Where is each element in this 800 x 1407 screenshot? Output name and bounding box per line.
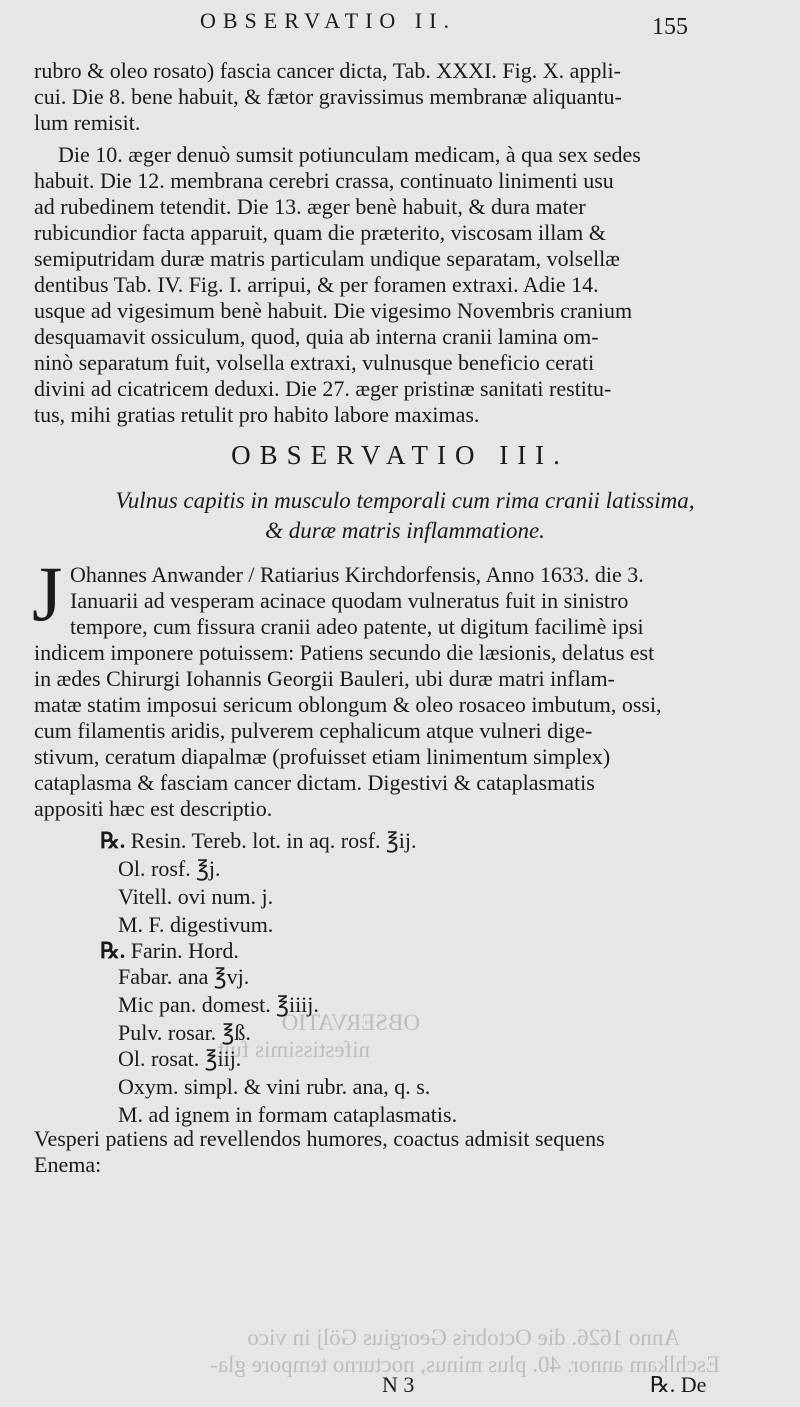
recipe-line — [118, 1020, 251, 1046]
recipe-text: Ol. rosf. ℥j. — [118, 856, 221, 881]
recipe-text: M. F. digestivum. — [118, 912, 274, 937]
drop-cap: J — [32, 550, 63, 637]
recipe-text: Pulv. rosar. ℥ß. — [118, 1020, 251, 1045]
recipe-text: M. ad ignem in formam cataplasmatis. — [118, 1102, 458, 1127]
text-line: lum remisit. — [34, 110, 141, 135]
text-line: indicem imponere potuissem: Patiens secundo die læsionis, delatus est — [34, 640, 655, 665]
text-line: usque ad vigesimum benè habuit. Die vigesimo Novembris cranium — [34, 298, 633, 323]
bleed-through-line: Eschlkam annor. 40. plus minus, nocturno tempore gla- — [210, 1352, 720, 1377]
recipe-text: Ol. rosat. ℥iij. — [118, 1046, 242, 1071]
catchword: ℞. De — [650, 1372, 707, 1397]
text-line: Ianuarii ad vesperam acinace quodam vulneratus fuit in sinistro — [70, 588, 629, 613]
bleed-through-line: Anno 1626. die Octobris Georgius Gölj in vico — [247, 1325, 680, 1350]
recipe-line — [118, 856, 221, 882]
bleed-through-line: OBSERVATIO — [281, 1010, 420, 1035]
text-line: semiputridam duræ matris particulam undique separatam, volsellæ — [34, 246, 620, 271]
text-line: appositi hæc est descriptio. — [34, 796, 273, 821]
text-line: stivum, ceratum diapalmæ (profuisset etiam linimentum simplex) — [34, 744, 611, 769]
recipe-text: Oxym. simpl. & vini rubr. ana, q. s. — [118, 1074, 431, 1099]
recipe-text: Mic pan. domest. ℥iiij. — [118, 992, 319, 1017]
text-line: Vesperi patiens ad revellendos humores, coactus admisit sequens — [34, 1126, 605, 1151]
page-number: 155 — [652, 14, 688, 40]
text-line: rubro & oleo rosato) fascia cancer dicta, Tab. XXXI. Fig. X. appli- — [34, 58, 621, 83]
recipe-line — [118, 884, 273, 910]
text-line: divini ad cicatricem deduxi. Die 27. æger pristinæ sanitati restitu- — [34, 376, 612, 401]
text-line: desquamavit ossiculum, quod, quia ab interna cranii lamina om- — [34, 324, 599, 349]
recipe-text: Farin. Hord. — [130, 938, 239, 963]
recipe-text: Fabar. ana ℥vj. — [118, 964, 250, 989]
recipe-line — [118, 912, 273, 938]
text-line: matæ statim imposui sericum oblongum & oleo rosaceo imbutum, ossi, — [34, 692, 662, 717]
recipe-line — [118, 1046, 241, 1072]
recipe-symbol: ℞. — [100, 938, 126, 963]
running-head: OBSERVATIO II. — [200, 8, 456, 33]
text-line: tus, mihi gratias retulit pro habito labore maximas. — [34, 402, 480, 427]
text-line: Die 10. æger denuò sumsit potiunculam medicam, à qua sex sedes — [58, 142, 641, 167]
text-line: Ohannes Anwander / Ratiarius Kirchdorfensis, Anno 1633. die 3. — [70, 562, 644, 587]
recipe-line — [118, 1074, 430, 1100]
section-subtitle: Vulnus capitis in musculo temporali cum rima cranii latissima, — [115, 488, 695, 513]
recipe-line — [118, 992, 319, 1018]
recipe-line — [118, 1102, 457, 1128]
recipe-line — [100, 938, 239, 964]
text-line: cum filamentis aridis, pulverem cephalicum atque vulneri dige- — [34, 718, 593, 743]
text-line: ninò separatum fuit, volsella extraxi, vulnusque beneficio cerati — [34, 350, 595, 375]
text-line: tempore, cum fissura cranii adeo patente, ut digitum facilimè ipsi — [70, 614, 644, 639]
text-line: cui. Die 8. bene habuit, & fætor gravissimus membranæ aliquantu- — [34, 84, 622, 109]
section-heading: OBSERVATIO III. — [231, 440, 569, 470]
text-line: dentibus Tab. IV. Fig. I. arripui, & per foramen extraxi. Adie 14. — [34, 272, 599, 297]
recipe-text: Resin. Tereb. lot. in aq. rosf. ℥ij. — [130, 828, 417, 853]
text-line: Enema: — [34, 1152, 102, 1177]
recipe-line — [118, 964, 249, 990]
recipe-symbol: ℞. — [100, 828, 126, 853]
text-line: rubicundior facta apparuit, quam die præterito, viscosam illam & — [34, 220, 606, 245]
recipe-line — [100, 828, 416, 854]
signature-mark: N 3 — [382, 1372, 415, 1397]
text-line: cataplasma & fasciam cancer dictam. Digestivi & cataplasmatis — [34, 770, 595, 795]
text-line: in ædes Chirurgi Iohannis Georgii Bauleri, ubi duræ matri inflam- — [34, 666, 615, 691]
bleed-through-line: nifestissimis fuit. — [211, 1037, 370, 1062]
text-line: habuit. Die 12. membrana cerebri crassa, continuato linimenti usu — [34, 168, 614, 193]
recipe-text: Vitell. ovi num. j. — [118, 884, 274, 909]
section-subtitle: & duræ matris inflammatione. — [265, 518, 545, 543]
text-line: ad rubedinem tetendit. Die 13. æger benè habuit, & dura mater — [34, 194, 586, 219]
